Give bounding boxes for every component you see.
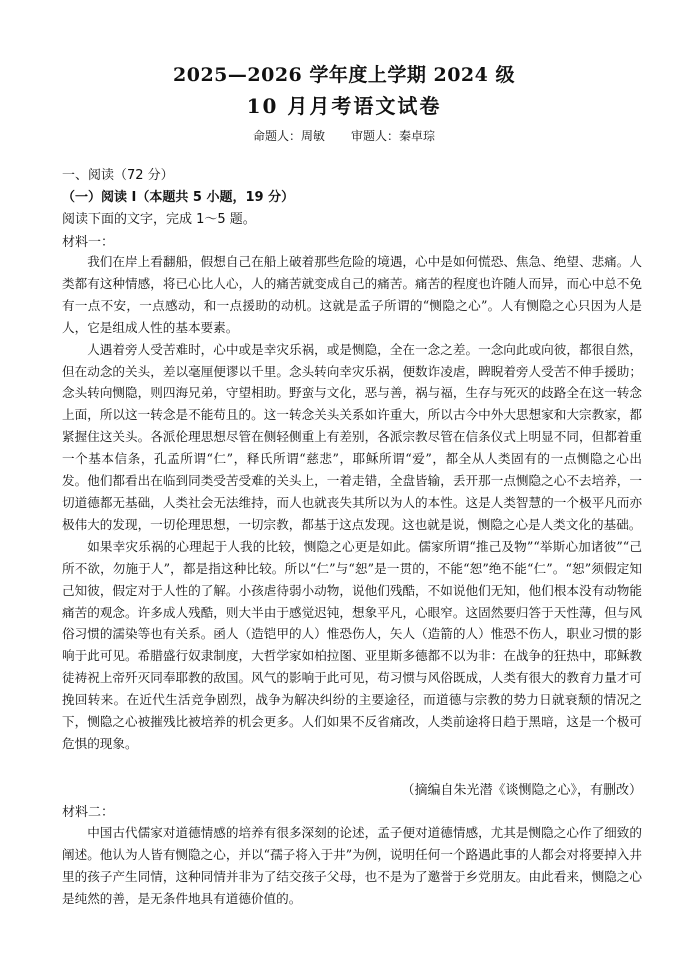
exam-title-line2: 10 月月考语文试卷 [246, 94, 442, 118]
exam-title-line1: 2025—2026 学年度上学期 2024 级 [173, 64, 515, 86]
section-heading: 一、阅读（72 分） [62, 168, 174, 183]
reading-instruction: 阅读下面的文字，完成 1～5 题。 [62, 212, 256, 227]
setter-label: 命题人：周敏 [252, 129, 325, 143]
material1-paragraph: 人遇着旁人受苦难时，心中或是幸灾乐祸，或是恻隐，全在一念之差。一念向此或向彼，都很自然，但在动念的关头，差以毫厘便谬以千里。念头转向幸灾乐祸，便数诈凌虐，睥睨着旁人受苦不伸手援助；念头转向恻隐，则四海兄弟，守望相助。野蛮与文化，恶与善，祸与福，生存与死灭的歧路全在这一转念上面，所以这一转念是不能苟且的。这一转念关头关系如许重大，所以古今中外大思想家和大宗教家，都紧握住这关头。各派伦理思想尽管在侧轻侧重上有差别，各派宗教尽管在信条仪式上明显不同，但都着重一个基本信条，孔孟所谓“仁”，释氏所谓“慈悲”，耶稣所谓“爱”，都全从人类固有的一点恻隐之心出发。他们都看出在临到同类受苦受难的关头上，一着走错，全盘皆输，丢开那一点恻隐之心不去培养，一切道德都无基础，人类社会无法维持，而人也就丧失其所以为人的本性。这是人类智慧的一个极平凡而亦极伟大的发现，一切伦理思想，一切宗教，都基于这点发现。这也就是说，恻隐之心是人类文化的基础。 [62, 341, 642, 532]
exam-authors [0, 127, 688, 144]
material2-text [62, 822, 642, 910]
material1-paragraph: 如果幸灾乐祸的心理起于人我的比较，恻隐之心更是如此。儒家所谓“推己及物”“举斯心加诸彼”“己所不欲，勿施于人”，都是指这种比较。所以“仁”与“恕”是一贯的，不能“恕”绝不能“仁”。“恕”须假定知己知彼，假定对于人性的了解。小孩虐待弱小动物，说他们残酷，不如说他们无知，他们根本没有动物能痛苦的观念。许多成人残酷，则大半由于感觉迟钝，想象平凡，心眼窄。这固然要归答于天性薄，但与风俗习惯的濡染等也有关系。函人（造铠甲的人）惟恐伤人，矢人（造箭的人）惟恐不伤人，职业习惯的影响于此可见。希腊盛行奴隶制度，大哲学家如柏拉图、亚里斯多德都不以为非：在战争的狂热中，耶稣教徒祷祝上帝歼灭同奉耶教的敌国。风气的影响于此可见，苟习惯与风俗既成，人类有很大的教育力量才可挽回转来。在近代生活竞争剧烈，战争为解决纠纷的主要途径，而道德与宗教的势力日就衰颓的情况之下，恻隐之心被摧残比被培养的机会更多。人们如果不反省痛改，人类前途将日趋于黑暗，这是一个极可危惧的现象。 [62, 538, 642, 751]
reviewer-label: 审题人：秦卓琮 [351, 129, 436, 143]
material1-source: （摘编自朱光潜《谈恻隐之心》，有删改） [401, 783, 642, 798]
material1-paragraph: 我们在岸上看翻船，假想自己在船上破着那些危险的境遇，心中是如何慌恐、焦急、绝望、悲痛。人类都有这种情感，将已心比人心，人的痛苦就变成自己的痛苦。痛苦的程度也许随人而异，而心中总不免有一点不安，一点感动，和一点援助的动机。这就是孟子所谓的“恻隐之心”。人有恻隐之心只因为人是人，它是组成人性的基本要素。 [62, 254, 642, 335]
material1-text [62, 251, 642, 755]
material2-paragraph: 中国古代儒家对道德情感的培养有很多深刻的论述，孟子便对道德情感，尤其是恻隐之心作了细致的阐述。他认为人皆有恻隐之心，并以“孺子将入于井”为例，说明任何一个路遇此事的人都会对将要掉入井里的孩子产生同情，这种同情并非为了结交孩子父母，也不是为了邀誉于乡党朋友。由此看来，恻隐之心是纯然的善，是无条件地具有道德价值的。 [62, 825, 642, 906]
material2-label: 材料二： [62, 805, 115, 820]
sub-section-heading: （一）阅读 I（本题共 5 小题，19 分） [62, 190, 295, 205]
material1-label: 材料一： [62, 235, 115, 250]
